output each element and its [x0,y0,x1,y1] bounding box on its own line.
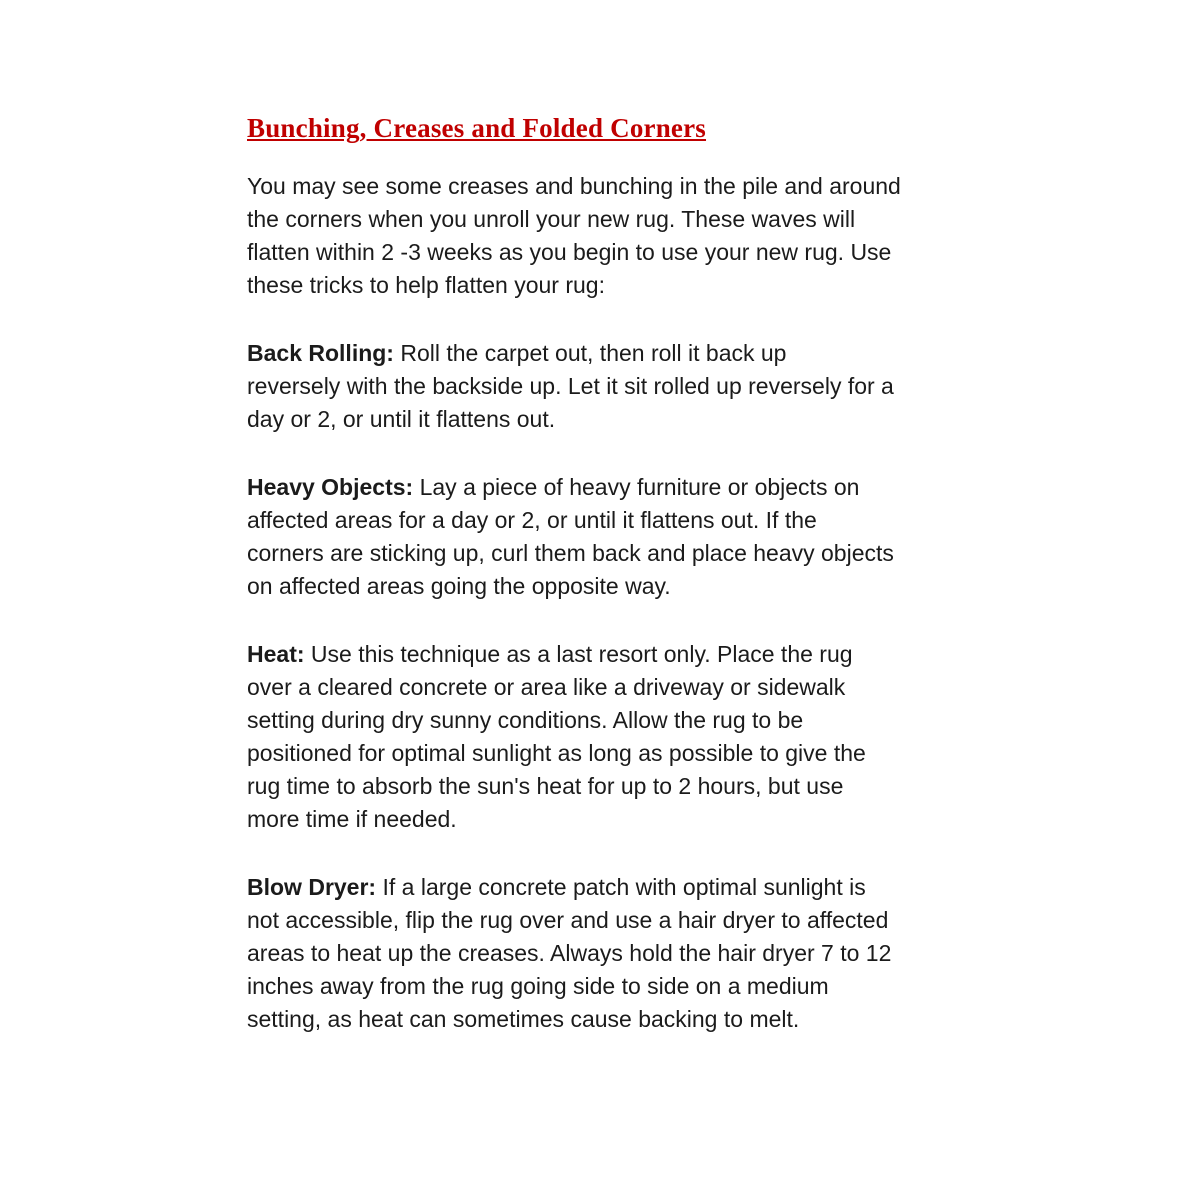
section-line: not accessible, flip the rug over and use a hair dryer to affected [247,907,889,933]
section-line: corners are sticking up, curl them back and place heavy objects [247,540,894,566]
section-line: inches away from the rug going side to side on a medium [247,973,829,999]
section-label-blow-dryer: Blow Dryer: [247,874,377,900]
section-blow-dryer [247,871,987,1036]
section-line: rug time to absorb the sun's heat for up to 2 hours, but use [247,773,844,799]
document-content [247,112,987,1036]
section-line: over a cleared concrete or area like a driveway or sidewalk [247,674,846,700]
section-line: affected areas for a day or 2, or until it flattens out. If the [247,507,817,533]
section-line: areas to heat up the creases. Always hold the hair dryer 7 to 12 [247,940,892,966]
section-line: setting, as heat can sometimes cause backing to melt. [247,1006,800,1032]
section-text: Lay a piece of heavy furniture or objects on [413,474,860,500]
document-heading: Bunching, Creases and Folded Corners [247,113,707,143]
section-text: If a large concrete patch with optimal sunlight is [376,874,866,900]
section-line [247,471,987,504]
section-line: positioned for optimal sunlight as long as possible to give the [247,740,866,766]
section-label-heavy-objects: Heavy Objects: [247,474,414,500]
section-line: on affected areas going the opposite way. [247,573,671,599]
section-line [247,337,987,370]
section-heavy-objects [247,471,987,603]
intro-line: the corners when you unroll your new rug. These waves will [247,206,856,232]
intro-paragraph [247,170,987,302]
section-text: Use this technique as a last resort only. Place the rug [304,641,853,667]
section-line: more time if needed. [247,806,457,832]
section-line: day or 2, or until it flattens out. [247,406,556,432]
section-heat [247,638,987,836]
section-line: setting during dry sunny conditions. Allow the rug to be [247,707,804,733]
section-label-back-rolling: Back Rolling: [247,340,394,366]
section-back-rolling [247,337,987,436]
section-line [247,871,987,904]
intro-line: You may see some creases and bunching in the pile and around [247,173,901,199]
section-line [247,638,987,671]
intro-line: these tricks to help flatten your rug: [247,272,605,298]
section-line: reversely with the backside up. Let it sit rolled up reversely for a [247,373,894,399]
intro-line: flatten within 2 -3 weeks as you begin to use your new rug. Use [247,239,892,265]
section-label-heat: Heat: [247,641,305,667]
section-text: Roll the carpet out, then roll it back up [393,340,787,366]
